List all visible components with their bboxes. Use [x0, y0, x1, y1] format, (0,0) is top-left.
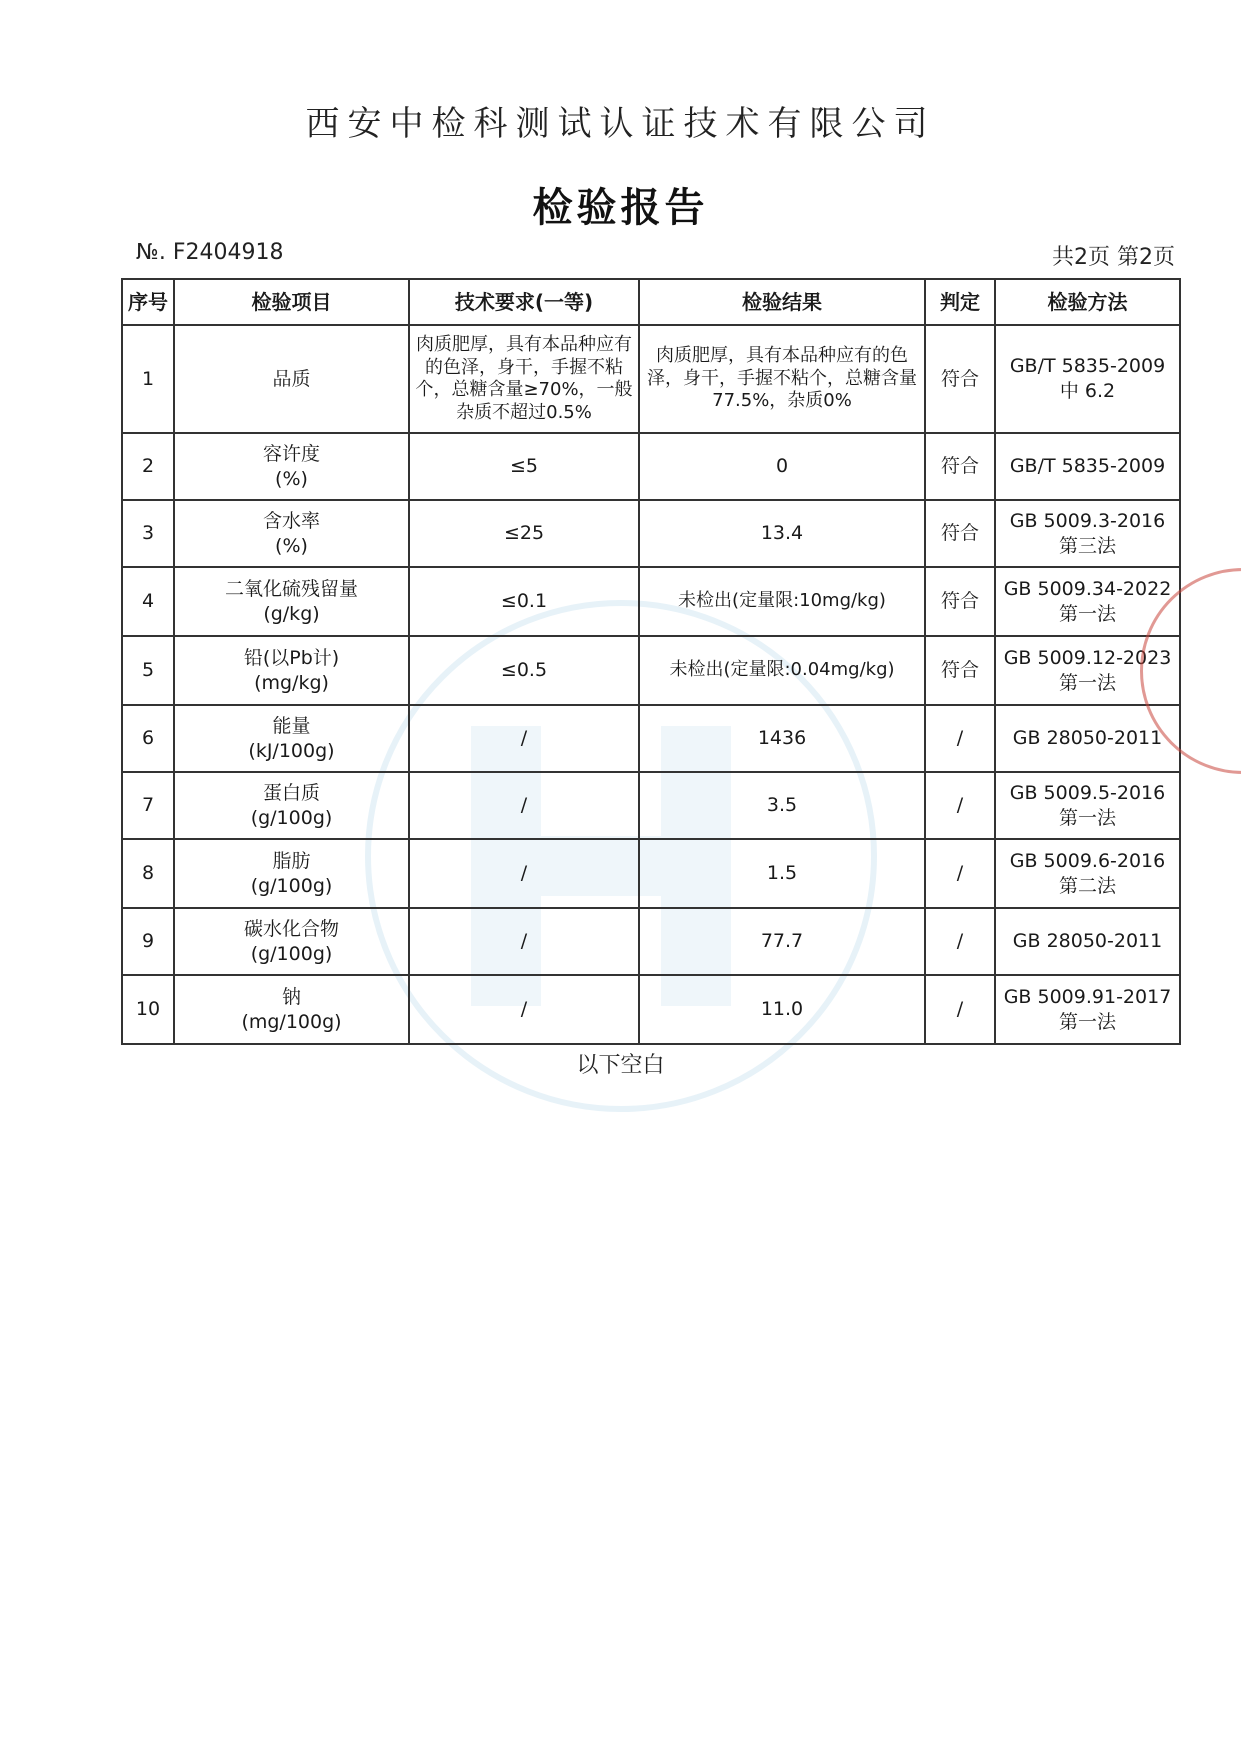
item-unit: (%) [275, 534, 308, 557]
blank-below-note: 以下空白 [576, 1053, 665, 1078]
cell-no: 8 [122, 839, 174, 908]
cell-requirement: 肉质肥厚，具有本品种应有的色泽，身干，手握不粘个，总糖含量≥70%，一般杂质不超过0.5% [409, 325, 639, 433]
page-info: 共2页 第2页 [1052, 245, 1175, 270]
cell-result: 未检出(定量限:10mg/kg) [639, 567, 925, 636]
cell-result: 1.5 [639, 839, 925, 908]
col-header-result: 检验结果 [639, 279, 925, 325]
table-row [122, 908, 1180, 975]
cell-requirement: ≤0.1 [409, 567, 639, 636]
cell-result: 肉质肥厚，具有本品种应有的色泽，身干，手握不粘个，总糖含量77.5%，杂质0% [639, 325, 925, 433]
col-header-judgement: 判定 [925, 279, 995, 325]
item-unit: (mg/100g) [241, 1010, 342, 1033]
table-row [122, 839, 1180, 908]
cell-judgement: / [925, 975, 995, 1044]
table-row [122, 567, 1180, 636]
method-clause: 中 6.2 [1059, 380, 1116, 402]
method-clause: 第一法 [1058, 806, 1116, 829]
cell-no: 7 [122, 772, 174, 839]
method-clause: 第一法 [1058, 602, 1116, 625]
cell-item [174, 433, 409, 500]
item-name: 铅(以Pb计) [243, 646, 340, 669]
cell-judgement: / [925, 772, 995, 839]
cell-judgement: / [925, 839, 995, 908]
cell-no: 5 [122, 636, 174, 705]
col-header-item: 检验项目 [174, 279, 409, 325]
cell-item [174, 500, 409, 567]
cell-requirement: / [409, 705, 639, 772]
method-standard: GB 28050-2011 [1012, 727, 1163, 750]
method-standard: GB 5009.6-2016 [1009, 849, 1166, 872]
cell-item [174, 772, 409, 839]
cell-result: 3.5 [639, 772, 925, 839]
cell-item [174, 567, 409, 636]
col-header-requirement: 技术要求(一等) [409, 279, 639, 325]
cell-item [174, 636, 409, 705]
cell-item [174, 839, 409, 908]
method-clause: 第一法 [1058, 1010, 1116, 1033]
item-name: 碳水化合物 [243, 917, 339, 940]
cell-method [995, 772, 1180, 839]
cell-item [174, 325, 409, 433]
item-name: 含水率 [262, 509, 320, 532]
cell-requirement: ≤25 [409, 500, 639, 567]
cell-method [995, 325, 1180, 433]
cell-requirement: / [409, 772, 639, 839]
item-unit: (kJ/100g) [248, 739, 335, 762]
item-name: 品质 [272, 367, 311, 390]
item-unit: (g/100g) [250, 806, 333, 829]
cell-method [995, 705, 1180, 772]
method-standard: GB 5009.91-2017 [1003, 985, 1172, 1008]
results-table [121, 278, 1181, 1045]
method-standard: GB 5009.3-2016 [1009, 509, 1166, 532]
cell-method [995, 636, 1180, 705]
cell-method [995, 567, 1180, 636]
item-name: 二氧化硫残留量 [224, 577, 358, 600]
cell-judgement: / [925, 705, 995, 772]
cell-no: 2 [122, 433, 174, 500]
item-name: 脂肪 [272, 849, 311, 872]
cell-result: 13.4 [639, 500, 925, 567]
table-row [122, 705, 1180, 772]
report-number: №. F2404918 [136, 240, 284, 265]
table-row [122, 325, 1180, 433]
cell-requirement: ≤0.5 [409, 636, 639, 705]
cell-method [995, 908, 1180, 975]
cell-judgement: 符合 [925, 636, 995, 705]
col-header-method: 检验方法 [995, 279, 1180, 325]
cell-method [995, 839, 1180, 908]
item-name: 容许度 [262, 442, 320, 465]
method-clause: 第一法 [1058, 671, 1116, 694]
cell-item [174, 908, 409, 975]
report-title: 检验报告 [532, 185, 709, 231]
table-row [122, 636, 1180, 705]
item-unit: (g/kg) [263, 602, 320, 625]
cell-judgement: 符合 [925, 325, 995, 433]
method-standard: GB/T 5835-2009 [1009, 355, 1166, 378]
method-clause: 第三法 [1058, 534, 1116, 557]
item-unit: (%) [275, 467, 308, 490]
cell-requirement: / [409, 839, 639, 908]
method-standard: GB 28050-2011 [1012, 930, 1163, 953]
table-header-row [122, 279, 1180, 325]
item-unit: (mg/kg) [254, 671, 329, 694]
cell-judgement: 符合 [925, 567, 995, 636]
cell-method [995, 500, 1180, 567]
company-name: 西安中检科测试认证技术有限公司 [305, 104, 936, 144]
cell-requirement: / [409, 975, 639, 1044]
cell-result: 0 [639, 433, 925, 500]
table-row [122, 500, 1180, 567]
cell-no: 4 [122, 567, 174, 636]
cell-result: 11.0 [639, 975, 925, 1044]
cell-result: 1436 [639, 705, 925, 772]
table-row [122, 772, 1180, 839]
method-standard: GB/T 5835-2009 [1009, 455, 1166, 478]
method-standard: GB 5009.34-2022 [1003, 577, 1172, 600]
cell-requirement: ≤5 [409, 433, 639, 500]
cell-judgement: 符合 [925, 500, 995, 567]
cell-requirement: / [409, 908, 639, 975]
method-standard: GB 5009.5-2016 [1009, 781, 1166, 804]
table-row [122, 433, 1180, 500]
item-name: 蛋白质 [262, 781, 320, 804]
col-header-no: 序号 [122, 279, 174, 325]
cell-method [995, 975, 1180, 1044]
cell-item [174, 975, 409, 1044]
cell-result: 77.7 [639, 908, 925, 975]
method-standard: GB 5009.12-2023 [1003, 646, 1172, 669]
cell-no: 9 [122, 908, 174, 975]
table-row [122, 975, 1180, 1044]
item-unit: (g/100g) [250, 874, 333, 897]
cell-no: 3 [122, 500, 174, 567]
item-name: 钠 [281, 985, 301, 1008]
cell-no: 10 [122, 975, 174, 1044]
cell-no: 6 [122, 705, 174, 772]
cell-judgement: 符合 [925, 433, 995, 500]
cell-method [995, 433, 1180, 500]
item-unit: (g/100g) [250, 942, 333, 965]
cell-judgement: / [925, 908, 995, 975]
cell-no: 1 [122, 325, 174, 433]
item-name: 能量 [272, 714, 311, 737]
cell-result: 未检出(定量限:0.04mg/kg) [639, 636, 925, 705]
method-clause: 第二法 [1058, 874, 1116, 897]
cell-item [174, 705, 409, 772]
